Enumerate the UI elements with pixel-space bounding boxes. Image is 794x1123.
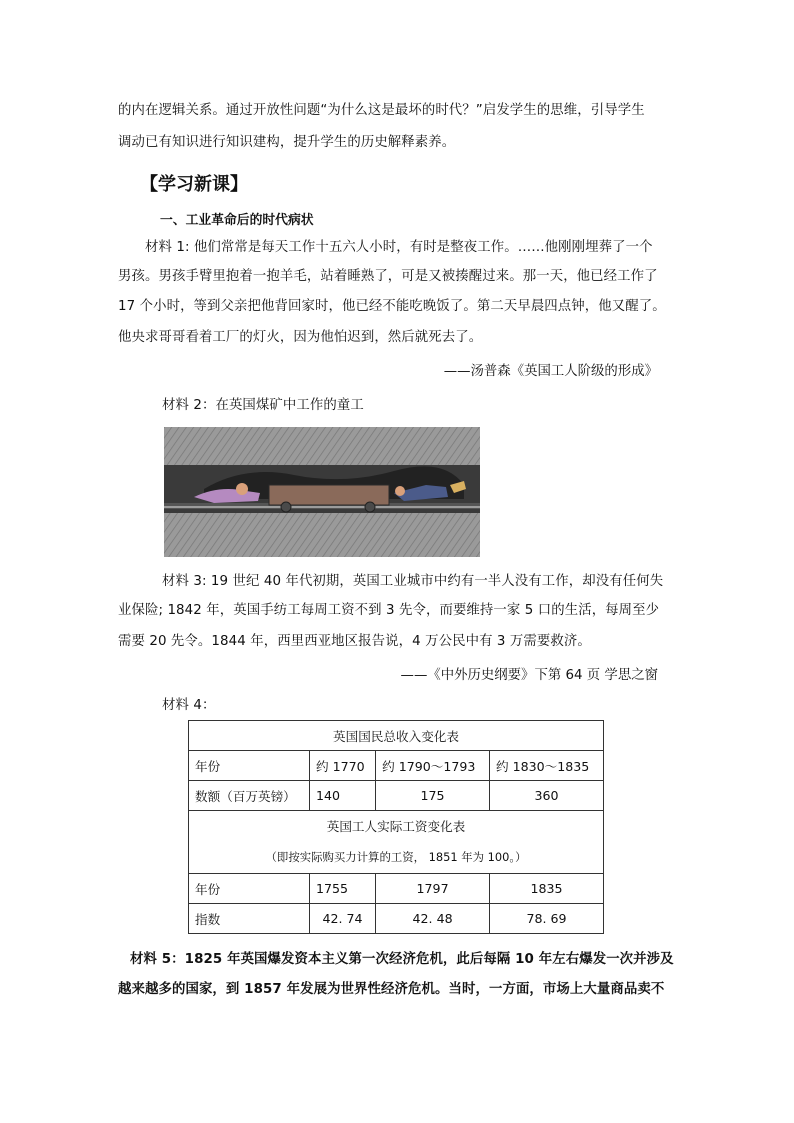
material-3-line-3: 需要 20 先令。1844 年，西里西亚地区报告说，4 万公民中有 3 万需要救济。 xyxy=(118,634,591,649)
wage-year-2: 1797 xyxy=(376,874,490,904)
income-year-2: 约 1790～1793 xyxy=(376,751,490,781)
wage-table-title: 英国工人实际工资变化表 xyxy=(326,819,466,834)
material-3-line-1: 材料 3: 19 世纪 40 年代初期，英国工业城市中约有一半人没有工作，却没有任何失 xyxy=(162,574,664,589)
material-1-line-1: 材料 1: 他们常常是每天工作十五六人小时，有时是整夜工作。……他刚刚埋葬了一个 xyxy=(145,240,653,255)
material-4-label: 材料 4： xyxy=(162,698,216,713)
wage-year-1: 1755 xyxy=(310,874,376,904)
income-table-title: 英国国民总收入变化表 xyxy=(189,721,604,751)
income-value-2: 175 xyxy=(376,781,490,811)
subheading: 一、工业革命后的时代病状 xyxy=(160,213,314,228)
material-1-line-3: 17 个小时，等到父亲把他背回家时，他已经不能吃晚饭了。第二天早晨四点钟，他又醒了。 xyxy=(118,299,666,314)
wage-table-title-cell xyxy=(189,811,604,874)
material-2-caption: 材料 2：在英国煤矿中工作的童工 xyxy=(162,398,364,413)
income-wage-table xyxy=(188,720,604,934)
material-5-line-1: 材料 5：1825 年英国爆发资本主义第一次经济危机，此后每隔 10 年左右爆发一次并涉及 xyxy=(130,952,674,967)
wage-year-3: 1835 xyxy=(490,874,604,904)
income-value-1: 140 xyxy=(310,781,376,811)
coal-mine-child-labor-image xyxy=(164,427,480,557)
wage-value-3: 78. 69 xyxy=(490,904,604,934)
material-5-line-2: 越来越多的国家，到 1857 年发展为世界性经济危机。当时，一方面，市场上大量商品卖不 xyxy=(118,982,665,997)
income-amount-label: 数额（百万英镑） xyxy=(189,781,310,811)
material-3-source: ——《中外历史纲要》下第 64 页 学思之窗 xyxy=(400,668,658,683)
income-value-3: 360 xyxy=(490,781,604,811)
intro-line-1: 的内在逻辑关系。通过开放性问题“为什么这是最坏的时代？”启发学生的思维，引导学生 xyxy=(118,103,645,118)
income-year-3: 约 1830～1835 xyxy=(490,751,604,781)
material-1-source: ——汤普森《英国工人阶级的形成》 xyxy=(443,364,658,379)
material-1-line-4: 他央求哥哥看着工厂的灯火，因为他怕迟到，然后就死去了。 xyxy=(118,330,483,345)
income-year-1: 约 1770 xyxy=(310,751,376,781)
wage-index-label: 指数 xyxy=(189,904,310,934)
wage-value-1: 42. 74 xyxy=(310,904,376,934)
income-year-label: 年份 xyxy=(189,751,310,781)
wage-year-label: 年份 xyxy=(189,874,310,904)
wage-table-note: （即按实际购买力计算的工资， 1851 年为 100。） xyxy=(265,850,527,864)
material-1-line-2: 男孩。男孩手臂里抱着一抱羊毛，站着睡熟了，可是又被揍醒过来。那一天，他已经工作了 xyxy=(118,269,658,284)
section-heading: 【学习新课】 xyxy=(140,174,248,195)
material-3-line-2: 业保险; 1842 年，英国手纺工每周工资不到 3 先令，而要维持一家 5 口的生活，每周至少 xyxy=(118,603,660,618)
wage-value-2: 42. 48 xyxy=(376,904,490,934)
intro-line-2: 调动已有知识进行知识建构，提升学生的历史解释素养。 xyxy=(118,135,456,150)
